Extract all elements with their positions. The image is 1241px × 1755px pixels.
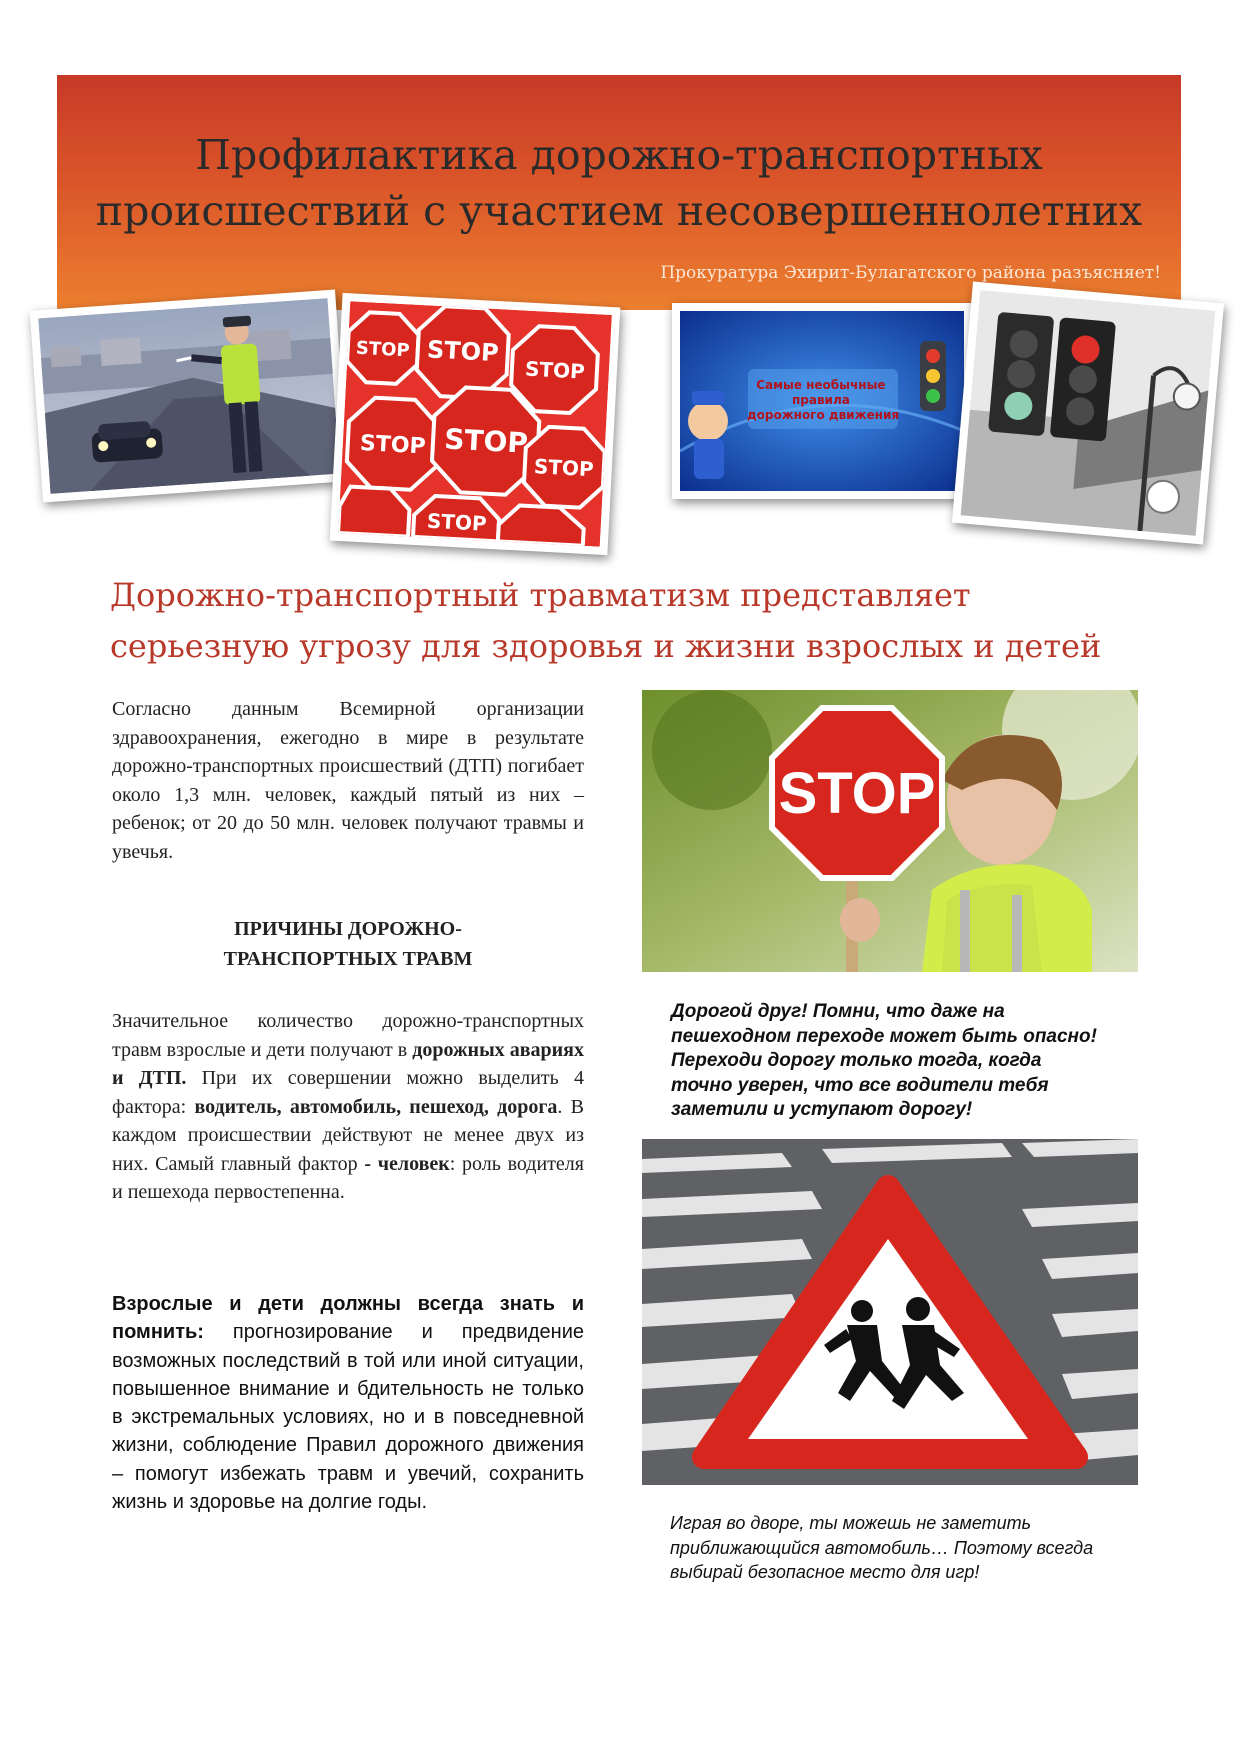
causes-text-bold-1: дорожных авариях и ДТП. [112,1038,584,1089]
photo-traffic-police [30,290,349,503]
header-banner [57,75,1181,310]
photo-stop-signs [330,293,621,555]
page-subtitle: Прокуратура Эхирит-Булагатского района разъясняет! [660,263,1161,283]
causes-text-1: Значительное количество дорожно-транспортных травм взрослые и дети получают в [112,1010,584,1061]
causes-text-bold-3: - человек [364,1152,450,1175]
causes-heading [112,914,584,974]
stop-sign-text: STOP [355,337,411,362]
stop-sign-text: STOP [426,335,500,368]
main-headline [110,570,1130,672]
photo-boy-stop-sign [642,690,1138,972]
remember-text-rest: прогнозирование и предвидение возможных последствий в той или иной ситуации, повышенное внимание и бдительность не только в экстремальных условиях, но и в повседневной жизни, соблюдение Правил дорожного движения – помогут избежать травм и увечий, сохранить жизнь и здоровье на долгие годы. [112,1321,584,1514]
stop-sign-text: STOP [426,508,488,536]
photo-children-crossing-sign [642,1139,1138,1485]
boy-stop-sign-text: STOP [778,761,936,826]
intro-paragraph: Согласно данным Всемирной организации здравоохранения, ежегодно в мире в результате дорожно-транспортных происшествий (ДТП) погибает около 1,3 млн. человек, каждый пятый из них – ребенок; от 20 до 50 млн. человек получают травмы и увечья. [112,698,584,863]
caption-pedestrian-crossing: Дорогой друг! Помни, что даже на пешеходном переходе может быть опасно! Переходи дорогу только тогда, когда точно уверен, что все водители тебя заметили и уступают дорогу! [671,1001,1097,1120]
causes-heading-line1: ПРИЧИНЫ ДОРОЖНО- [234,918,462,940]
svg-text:Самые необычные правила: Самые необычные правила дорожного движения [746,378,900,422]
stop-sign-text: STOP [533,454,595,482]
page-title [57,127,1181,239]
causes-text-bold-2: водитель, автомобиль, пешеход, дорога [194,1095,558,1118]
causes-paragraph [112,1007,584,1207]
headline-line1: Дорожно-транспортный травматизм представляет [110,576,971,614]
causes-text-4: : роль водителя и пешехода первостепенна. [112,1152,584,1203]
stop-sign-text: STOP [359,431,427,460]
stop-sign-text: STOP [443,422,529,460]
causes-heading-line2: ТРАНСПОРТНЫХ ТРАВМ [223,948,473,970]
remember-paragraph [112,1290,584,1516]
causes-text-3: . В каждом происшествии действуют не менее двух из них. Самый главный фактор [112,1095,584,1175]
caption-play-safely: Играя во дворе, ты можешь не заметить приближающийся автомобиль… Поэтому всегда выбирай безопасное место для игр! [670,1513,1094,1582]
page-title-line2: происшествий с участием несовершеннолетних [95,187,1143,235]
photo-traffic-light [952,281,1224,544]
stop-sign-text: STOP [524,356,586,384]
headline-line2: серьезную угрозу для здоровья и жизни взрослых и детей [110,627,1102,665]
page-title-line1: Профилактика дорожно-транспортных [195,131,1043,179]
remember-text-bold: Взрослые и дети должны всегда знать и помнить: [112,1293,584,1344]
causes-text-2: При их совершении можно выделить 4 фактора: [112,1067,584,1118]
photo-rules-poster [672,303,972,499]
